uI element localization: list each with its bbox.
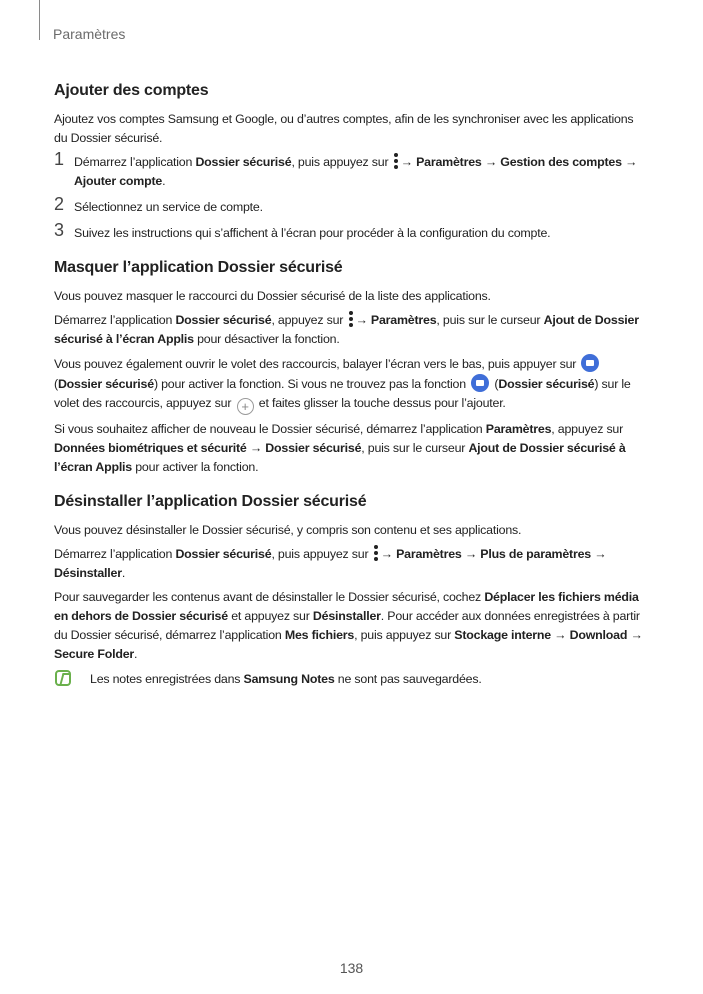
page-content xyxy=(54,82,646,705)
paragraph: Vous pouvez masquer le raccourci du Dossier sécurisé de la liste des applications. xyxy=(54,289,491,303)
paragraph: Vous pouvez désinstaller le Dossier sécurisé, y compris son contenu et ses applications. xyxy=(54,523,522,537)
paragraph: Si vous souhaitez afficher de nouveau le Dossier sécurisé, démarrez l’application Paramètres, appuyez sur Données biométriques et sécurité → Dossier sécurisé, puis sur le curseur Ajout de Dossier sécurisé à l’écran Applis pour activer la fonction. xyxy=(54,422,626,474)
paragraph: Pour sauvegarder les contenus avant de désinstaller le Dossier sécurisé, cochez Déplacer les fichiers média en dehors de Dossier sécurisé et appuyez sur Désinstaller. Pour accéder aux données enregistrées à partir du Dossier sécurisé, démarrez l’application Mes fichiers, puis appuyez sur Stockage interne → Download → Secure Folder. xyxy=(54,590,643,661)
step-number: 2 xyxy=(54,194,64,214)
step-number: 1 xyxy=(54,149,64,169)
step-item: 3 Suivez les instructions qui s’affichent à l’écran pour procéder à la configuration du compte. xyxy=(54,220,551,240)
paragraph: Ajoutez vos comptes Samsung et Google, ou d’autres comptes, afin de les synchroniser avec les applications du Dossier sécurisé. xyxy=(54,112,634,145)
header-title: Paramètres xyxy=(53,26,126,42)
secure-folder-icon xyxy=(471,374,489,392)
step-number: 3 xyxy=(54,220,64,240)
section-title: Désinstaller l’application Dossier sécurisé xyxy=(54,493,367,510)
section-add-accounts xyxy=(54,82,646,243)
steps-list xyxy=(54,149,646,243)
more-options-icon xyxy=(348,311,353,328)
section-hide-app xyxy=(54,259,646,477)
more-options-icon xyxy=(394,153,399,170)
note-pencil-icon xyxy=(55,670,71,686)
step-item: 1 Démarrez l’application Dossier sécurisé, puis appuyez sur → Paramètres → Gestion des comptes → Ajouter compte. xyxy=(54,149,638,188)
header-rule xyxy=(39,0,40,40)
paragraph: Vous pouvez également ouvrir le volet des raccourcis, balayer l’écran vers le bas, puis appuyer sur (Dossier sécurisé) pour activer la fonction. Si vous ne trouvez pas la fonction (Dossier sécurisé) sur le volet des raccourcis, appuyez sur + et faites glisser la touche dessus pour l’ajouter. xyxy=(54,354,646,415)
section-title: Masquer l’application Dossier sécurisé xyxy=(54,259,343,276)
step-item: 2 Sélectionnez un service de compte. xyxy=(54,194,263,214)
section-title: Ajouter des comptes xyxy=(54,82,209,99)
paragraph: Démarrez l’application Dossier sécurisé, puis appuyez sur → Paramètres → Plus de paramètres → Désinstaller. xyxy=(54,547,607,580)
secure-folder-icon xyxy=(581,354,599,372)
section-uninstall-app xyxy=(54,493,646,689)
page-number: 138 xyxy=(339,960,364,976)
note: Les notes enregistrées dans Samsung Notes ne sont pas sauvegardées. xyxy=(54,670,646,689)
paragraph: Démarrez l’application Dossier sécurisé, appuyez sur → Paramètres, puis sur le curseur Ajout de Dossier sécurisé à l’écran Applis pour désactiver la fonction. xyxy=(54,313,639,346)
more-options-icon xyxy=(374,545,379,562)
add-plus-icon: + xyxy=(237,398,254,415)
